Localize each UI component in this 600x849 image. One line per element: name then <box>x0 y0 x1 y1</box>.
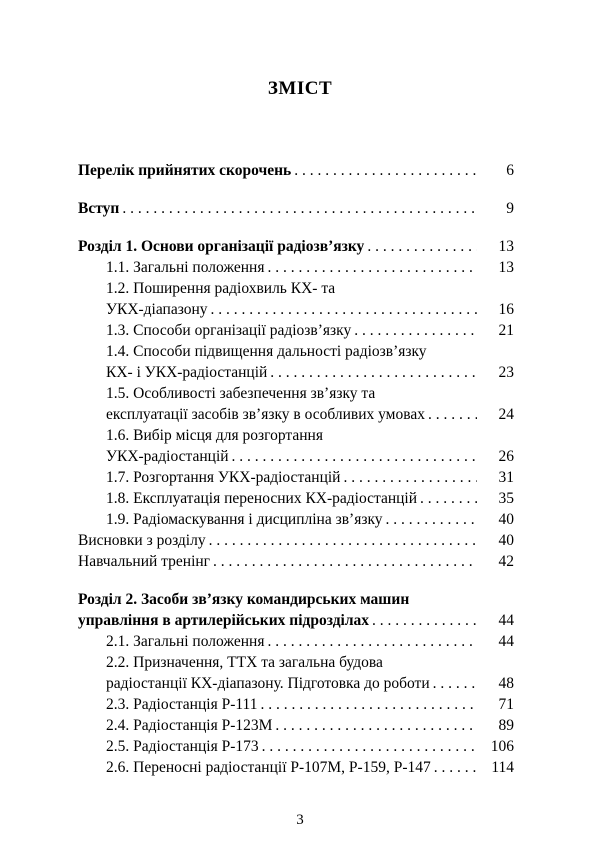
dot-leader <box>211 299 477 320</box>
dot-leader <box>343 467 477 488</box>
dot-leader <box>428 404 477 425</box>
toc-page-number: 40 <box>498 511 514 528</box>
toc-entry <box>78 488 514 509</box>
toc-page-number: 106 <box>490 738 514 755</box>
toc-entry-text: 1.4. Способи підвищення дальності радіозв’язку <box>106 343 427 360</box>
dot-leader <box>434 757 477 778</box>
page-number: 3 <box>296 812 304 828</box>
toc-entry <box>78 631 514 652</box>
toc-entry-text: 2.3. Радіостанція Р-111 <box>106 696 258 713</box>
toc-entry-text: 2.1. Загальні положення <box>106 633 265 650</box>
toc-entry <box>78 736 514 757</box>
toc-page-number: 89 <box>498 717 514 734</box>
toc-entry <box>78 530 514 551</box>
toc-entry <box>78 467 514 488</box>
toc-entry <box>78 236 514 257</box>
toc-page-number: 114 <box>491 759 514 776</box>
toc-page-number: 42 <box>498 553 514 570</box>
dot-leader <box>232 446 477 467</box>
toc-page-number: 13 <box>498 238 514 255</box>
dot-leader <box>386 509 477 530</box>
toc-entry-text: 2.2. Призначення, ТТХ та загальна будова <box>106 654 383 671</box>
toc-page-number: 26 <box>498 448 514 465</box>
toc-page-number: 35 <box>498 490 514 507</box>
toc-entry-text: Розділ 1. Основи організації радіозв’язку <box>78 238 365 255</box>
toc-entry-text: 2.6. Переносні радіостанції Р-107М, Р-159, Р-147 <box>106 759 431 776</box>
toc-entry <box>78 320 514 341</box>
toc-entry-text: управління в артилерійських підрозділах <box>78 612 370 629</box>
toc-entry-text: 1.5. Особливості забезпечення зв’язку та <box>106 385 376 402</box>
toc-entry <box>78 551 514 572</box>
toc-page-number: 40 <box>498 532 514 549</box>
page-title: ЗМІСТ <box>267 78 333 99</box>
toc-page-number: 16 <box>498 301 514 318</box>
toc-entry <box>78 694 514 715</box>
toc-entry <box>78 757 514 778</box>
dot-leader <box>367 236 477 257</box>
toc-entry-text: Перелік прийнятих скорочень <box>78 162 292 179</box>
dot-leader <box>267 631 477 652</box>
toc-entry-text: експлуатації засобів зв’язку в особливих умовах <box>106 406 425 423</box>
toc-page-number: 24 <box>498 406 514 423</box>
toc-entry-text: УКХ-радіостанцій <box>106 448 229 465</box>
toc-entry-text: радіостанції КХ-діапазону. Підготовка до роботи <box>106 675 430 692</box>
toc-entry <box>78 715 514 736</box>
toc-entry-text: 2.5. Радіостанція Р-173 <box>106 738 259 755</box>
toc-page-number: 44 <box>498 633 514 650</box>
toc-page-number: 13 <box>498 259 514 276</box>
toc-entry <box>78 257 514 278</box>
toc-page-number: 31 <box>498 469 514 486</box>
toc-entry-text: 1.3. Способи організації радіозв’язку <box>106 322 352 339</box>
toc-entry-text: 2.4. Радіостанція Р-123М <box>106 717 273 734</box>
toc-entry-text: 1.9. Радіомаскування і дисципліна зв’язку <box>106 511 383 528</box>
toc-entry <box>78 278 514 320</box>
dot-leader <box>213 551 477 572</box>
dot-leader <box>420 488 477 509</box>
dot-leader <box>260 694 477 715</box>
dot-leader <box>354 320 477 341</box>
toc-entry-text: Висновки з розділу <box>78 532 206 549</box>
toc-entry <box>78 425 514 467</box>
toc-entry-text: 1.1. Загальні положення <box>106 259 265 276</box>
toc-page-number: 48 <box>498 675 514 692</box>
toc-entry-text: 1.6. Вибір місця для розгортання <box>106 427 323 444</box>
table-of-contents <box>78 160 514 778</box>
dot-leader <box>262 736 477 757</box>
toc-page-number: 6 <box>506 162 514 179</box>
toc-entry <box>78 198 514 219</box>
toc-entry <box>78 652 514 694</box>
toc-entry <box>78 589 514 631</box>
toc-page-number: 21 <box>498 322 514 339</box>
dot-leader <box>433 673 477 694</box>
toc-page-number: 9 <box>506 200 514 217</box>
toc-entry-text: Навчальний тренінг <box>78 553 211 570</box>
toc-entry <box>78 341 514 383</box>
dot-leader <box>209 530 477 551</box>
toc-page-number: 71 <box>498 696 514 713</box>
toc-page-number: 44 <box>498 612 514 629</box>
dot-leader <box>294 160 477 181</box>
toc-entry <box>78 509 514 530</box>
toc-page-number: 23 <box>498 364 514 381</box>
dot-leader <box>372 610 477 631</box>
toc-entry-text: Вступ <box>78 200 120 217</box>
toc-entry <box>78 160 514 181</box>
toc-entry-text: КХ- і УКХ-радіостанцій <box>106 364 268 381</box>
dot-leader <box>275 715 477 736</box>
toc-entry-text: 1.2. Поширення радіохвиль КХ- та <box>106 280 336 297</box>
toc-entry <box>78 383 514 425</box>
toc-entry-text: 1.7. Розгортання УКХ-радіостанцій <box>106 469 341 486</box>
dot-leader <box>270 362 477 383</box>
dot-leader <box>267 257 477 278</box>
toc-entry-text: 1.8. Експлуатація переносних КХ-радіостанцій <box>106 490 418 507</box>
dot-leader <box>122 198 477 219</box>
toc-entry-text: УКХ-діапазону <box>106 301 208 318</box>
toc-entry-text: Розділ 2. Засоби зв’язку командирських машин <box>78 591 410 608</box>
